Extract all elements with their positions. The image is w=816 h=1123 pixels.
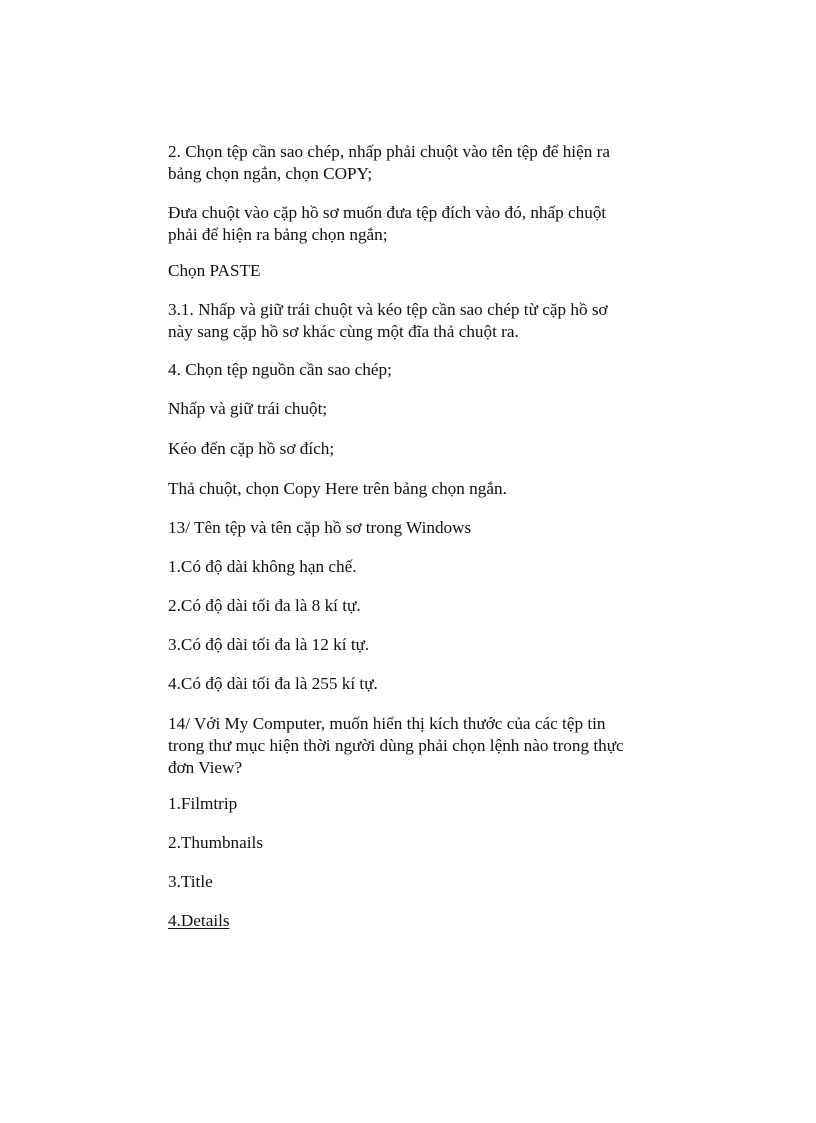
paragraph — [168, 478, 688, 500]
paragraph — [168, 202, 688, 246]
text-line: 4. Chọn tệp nguồn cần sao chép; — [168, 360, 392, 379]
paragraph — [168, 438, 688, 460]
text-line: 1.Filmtrip — [168, 794, 238, 813]
answer-option-correct — [168, 910, 688, 932]
paragraph — [168, 359, 688, 381]
text-line: Chọn PASTE — [168, 261, 261, 280]
text-line: 13/ Tên tệp và tên cặp hồ sơ trong Windows — [168, 518, 472, 537]
answer-option — [168, 832, 688, 854]
paragraph — [168, 398, 688, 420]
answer-option — [168, 793, 688, 815]
answer-option — [168, 673, 688, 695]
text-line: 3.1. Nhấp và giữ trái chuột và kéo tệp cần sao chép từ cặp hồ sơ — [168, 300, 608, 319]
text-line: 2.Có độ dài tối đa là 8 kí tự. — [168, 596, 361, 615]
heading-question-14 — [168, 713, 688, 779]
paragraph — [168, 260, 688, 282]
answer-option — [168, 871, 688, 893]
text-line: phải để hiện ra bảng chọn ngắn; — [168, 225, 388, 244]
answer-option — [168, 634, 688, 656]
text-line: 2.Thumbnails — [168, 833, 264, 852]
answer-option — [168, 556, 688, 578]
text-line: 14/ Với My Computer, muốn hiển thị kích thước của các tệp tin — [168, 714, 606, 733]
text-line: Đưa chuột vào cặp hồ sơ muốn đưa tệp đích vào đó, nhấp chuột — [168, 203, 607, 222]
text-line: 3.Có độ dài tối đa là 12 kí tự. — [168, 635, 370, 654]
text-line: trong thư mục hiện thời người dùng phải chọn lệnh nào trong thực — [168, 736, 624, 755]
text-line: 2. Chọn tệp cần sao chép, nhấp phải chuột vào tên tệp để hiện ra — [168, 142, 610, 161]
answer-option — [168, 595, 688, 617]
text-line: Kéo đến cặp hồ sơ đích; — [168, 439, 335, 458]
text-line: Nhấp và giữ trái chuột; — [168, 399, 328, 418]
text-line: này sang cặp hồ sơ khác cùng một đĩa thả chuột ra. — [168, 322, 519, 341]
text-line: Thả chuột, chọn Copy Here trên bảng chọn ngắn. — [168, 479, 507, 498]
text-line: 4.Details — [168, 911, 230, 930]
paragraph — [168, 141, 688, 185]
text-line: bảng chọn ngắn, chọn COPY; — [168, 164, 373, 183]
text-line: 3.Title — [168, 872, 213, 891]
heading-question-13 — [168, 517, 688, 539]
paragraph — [168, 299, 688, 343]
text-line: đơn View? — [168, 758, 243, 777]
text-line: 1.Có độ dài không hạn chế. — [168, 557, 357, 576]
text-line: 4.Có độ dài tối đa là 255 kí tự. — [168, 674, 378, 693]
